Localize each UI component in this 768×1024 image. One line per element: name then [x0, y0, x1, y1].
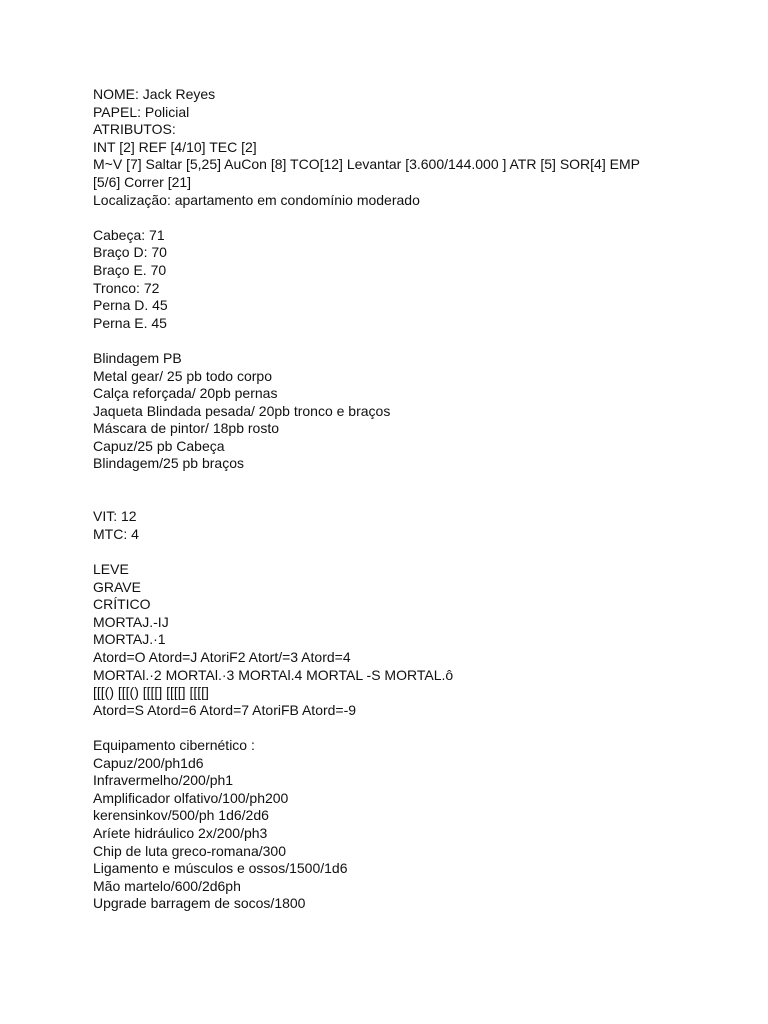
armor-line: Calça reforçada/ 20pb pernas [93, 385, 278, 402]
cyberware-line: Amplificador olfativo/100/ph200 [93, 789, 289, 806]
spacer [93, 473, 733, 508]
attributes-line: INT [2] REF [4/10] TEC [2] [93, 138, 257, 155]
attributes-label: ATRIBUTOS: [93, 121, 176, 138]
wound-line: [[[() [[[() [[[[] [[[[] [[[[] [93, 684, 209, 701]
cyberware-heading: Equipamento cibernético : [93, 736, 255, 753]
armor-heading: Blindagem PB [93, 349, 182, 366]
mtc-line: MTC: 4 [93, 525, 139, 542]
wound-line: GRAVE [93, 578, 141, 595]
body-part-line: Perna D. 45 [93, 297, 168, 314]
header-section [93, 86, 733, 209]
cyberware-line: Chip de luta greco-romana/300 [93, 842, 287, 859]
wound-line: Atord=S Atord=6 Atord=7 AtoriFB Atord=-9 [93, 701, 357, 718]
wound-line: LEVE [93, 561, 129, 578]
wound-line: MORTAJ.-IJ [93, 613, 169, 630]
armor-line: Metal gear/ 25 pb todo corpo [93, 367, 273, 384]
spacer [93, 543, 733, 561]
location-line: Localização: apartamento em condomínio moderado [93, 191, 420, 208]
armor-line: Blindagem/25 pb braços [93, 455, 244, 472]
vitals-section [93, 508, 733, 543]
spacer [93, 209, 733, 227]
armor-line: Jaqueta Blindada pesada/ 20pb tronco e braços [93, 402, 391, 419]
cyberware-line: Aríete hidráulico 2x/200/ph3 [93, 824, 268, 841]
wound-line: MORTAJ.·1 [93, 631, 166, 648]
spacer [93, 719, 733, 737]
wound-line: CRÍTICO [93, 596, 151, 613]
cyberware-line: Mão martelo/600/2d6ph [93, 877, 241, 894]
vit-line: VIT: 12 [93, 508, 137, 525]
cyberware-line: kerensinkov/500/ph 1d6/2d6 [93, 807, 269, 824]
name-line: NOME: Jack Reyes [93, 86, 216, 102]
character-sheet-document [93, 86, 733, 913]
body-part-line: Perna E. 45 [93, 314, 167, 331]
body-part-line: Braço E. 70 [93, 261, 167, 278]
cyberware-section [93, 737, 733, 913]
spacer [93, 332, 733, 350]
body-part-line: Cabeça: 71 [93, 226, 165, 243]
body-parts-section [93, 227, 733, 333]
cyberware-line: Upgrade barragem de socos/1800 [93, 895, 306, 912]
wound-line: MORTAl.·2 MORTAl.·3 MORTAl.4 MORTAL -S MORTAL.ô [93, 666, 454, 683]
armor-section [93, 350, 733, 473]
cyberware-line: Ligamento e músculos e ossos/1500/1d6 [93, 860, 348, 877]
cyberware-line: Capuz/200/ph1d6 [93, 754, 204, 771]
body-part-line: Braço D: 70 [93, 244, 167, 261]
armor-line: Capuz/25 pb Cabeça [93, 437, 225, 454]
role-line: PAPEL: Policial [93, 103, 190, 120]
attributes-line: M~V [7] Saltar [5,25] AuCon [8] TCO[12] Levantar [3.600/144.000 ] ATR [5] SOR[4] EMP [93, 156, 640, 173]
cyberware-line: Infravermelho/200/ph1 [93, 772, 234, 789]
attributes-line: [5/6] Correr [21] [93, 173, 192, 190]
armor-line: Máscara de pintor/ 18pb rosto [93, 420, 279, 437]
wounds-section [93, 561, 733, 719]
body-part-line: Tronco: 72 [93, 279, 160, 296]
wound-line: Atord=O Atord=J AtoriF2 Atort/=3 Atord=4 [93, 649, 351, 665]
